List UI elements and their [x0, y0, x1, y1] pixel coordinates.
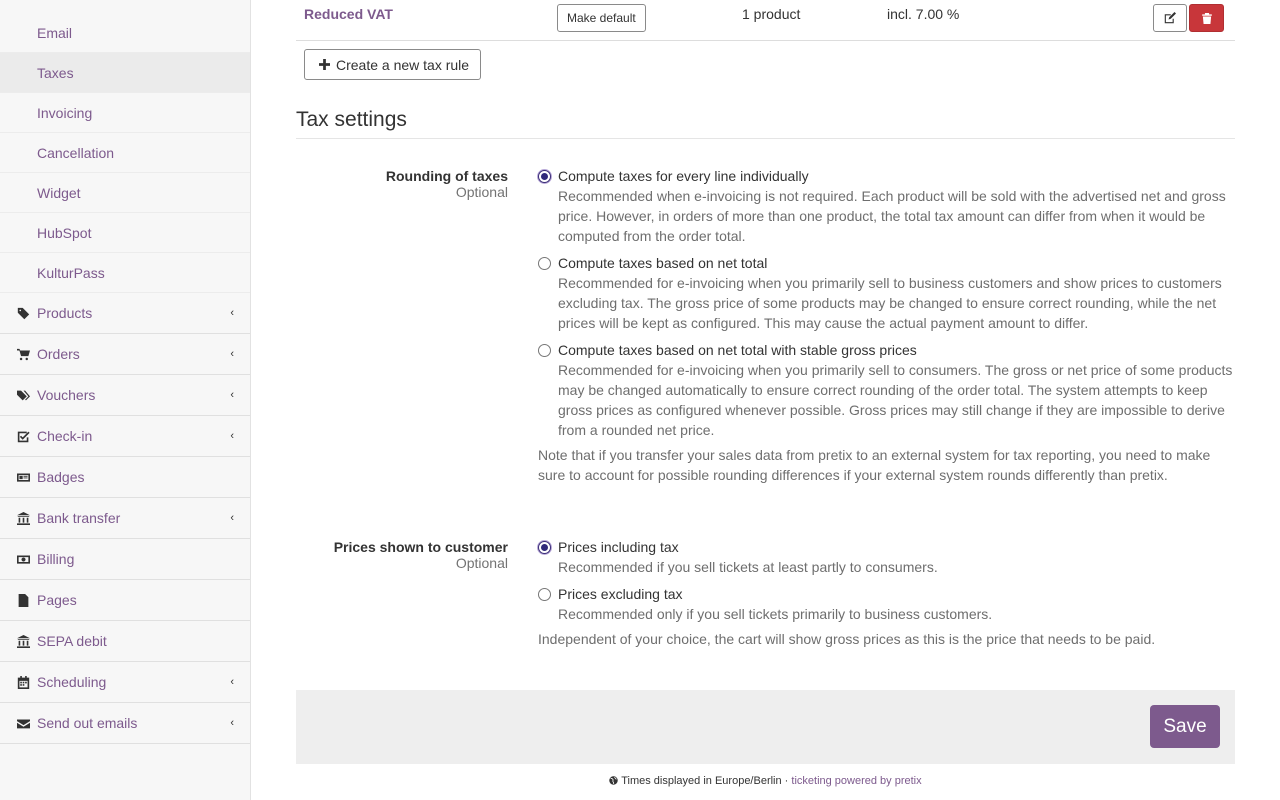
bank-icon	[16, 634, 31, 649]
save-button[interactable]: Save	[1150, 705, 1220, 748]
create-tax-rule-button[interactable]	[304, 49, 481, 80]
id-card-icon	[16, 470, 31, 485]
timezone-text: Times displayed in Europe/Berlin ·	[621, 775, 792, 787]
option-description: Recommended if you sell tickets at least partly to consumers.	[558, 559, 938, 575]
rounding-option-stable-gross[interactable]	[538, 340, 1234, 440]
chevron-left-icon: ‹	[230, 676, 234, 688]
tags-icon	[16, 388, 31, 403]
sidebar-item-label: Vouchers	[37, 387, 96, 403]
edit-icon	[1164, 12, 1176, 24]
sidebar-item-label: Badges	[37, 469, 85, 485]
form-actions-bar	[296, 690, 1235, 764]
option-description: Recommended only if you sell tickets primarily to business customers.	[558, 606, 993, 622]
sidebar-item-scheduling[interactable]	[0, 662, 250, 703]
prices-option-including-tax[interactable]	[538, 537, 1238, 577]
sidebar-item-label: SEPA debit	[37, 633, 107, 649]
option-title: Compute taxes for every line individually	[558, 168, 809, 184]
chevron-left-icon: ‹	[230, 512, 234, 524]
rounding-field-label	[296, 168, 508, 200]
main-content	[296, 0, 1235, 787]
sidebar-item-label: Orders	[37, 346, 80, 362]
sidebar-item-billing[interactable]	[0, 539, 250, 580]
chevron-left-icon: ‹	[230, 717, 234, 729]
chevron-left-icon: ‹	[230, 430, 234, 442]
check-square-icon	[16, 429, 31, 444]
sidebar-item-taxes[interactable]: Taxes	[0, 53, 250, 93]
sidebar-item-vouchers[interactable]	[0, 375, 250, 416]
table-row	[296, 0, 1235, 41]
prices-option-excluding-tax[interactable]	[538, 584, 1238, 624]
sidebar-item-label: Products	[37, 305, 93, 321]
sidebar-item-hubspot[interactable]: HubSpot	[0, 213, 250, 253]
prices-radio-group	[538, 537, 1238, 649]
rounding-help-note: Note that if you transfer your sales data from pretix to an external system for tax reporting, you need to make sure to account for possible rounding differences if your external system rounds differently than pretix.	[538, 447, 1211, 483]
globe-icon	[609, 776, 618, 785]
plus-icon	[319, 59, 330, 70]
sidebar-item-products[interactable]	[0, 293, 250, 334]
option-title: Compute taxes based on net total with stable gross prices	[558, 342, 917, 358]
sidebar-item-label: Scheduling	[37, 674, 107, 690]
trash-icon	[1202, 13, 1212, 24]
create-tax-rule-label: Create a new tax rule	[336, 56, 470, 73]
prices-label: Prices shown to customer	[333, 539, 508, 555]
sidebar-item-sepa-debit[interactable]	[0, 621, 250, 662]
calendar-icon	[16, 675, 31, 690]
tax-rule-product-count: 1 product	[742, 6, 801, 22]
sidebar-item-email[interactable]: Email	[0, 13, 250, 53]
make-default-button[interactable]: Make default	[557, 4, 646, 32]
sidebar-item-label: Bank transfer	[37, 510, 121, 526]
edit-button[interactable]	[1153, 4, 1187, 32]
tag-icon	[16, 306, 31, 321]
sidebar-item-label: Check-in	[37, 428, 93, 444]
option-title: Prices excluding tax	[558, 586, 683, 602]
sidebar	[0, 0, 251, 800]
sidebar-item-cancellation[interactable]: Cancellation	[0, 133, 250, 173]
chevron-left-icon: ‹	[230, 389, 234, 401]
sidebar-item-label: Billing	[37, 551, 75, 567]
bank-icon	[16, 511, 31, 526]
rounding-option-net-total[interactable]	[538, 253, 1234, 333]
rounding-radio-group	[538, 166, 1238, 485]
sidebar-item-bank-transfer[interactable]	[0, 498, 250, 539]
prices-help-note: Independent of your choice, the cart will show gross prices as this is the price that needs to be paid.	[538, 631, 1156, 647]
prices-field-label	[296, 539, 508, 571]
radio-button[interactable]	[538, 588, 551, 601]
radio-button[interactable]	[538, 170, 551, 183]
money-icon	[16, 552, 31, 567]
option-description: Recommended for e-invoicing when you primarily sell to business customers and show prices to customers excluding tax. The gross price of some products may be changed to ensure correct rounding, while the net prices will be kept as configured. This may cause the actual payment amount to differ.	[558, 275, 1222, 331]
rounding-label: Rounding of taxes	[385, 168, 508, 184]
sidebar-item-check-in[interactable]	[0, 416, 250, 457]
radio-button[interactable]	[538, 257, 551, 270]
optional-label: Optional	[455, 184, 508, 200]
section-title: Tax settings	[296, 108, 1235, 139]
sidebar-item-badges[interactable]	[0, 457, 250, 498]
pretix-link[interactable]: ticketing powered by pretix	[791, 775, 922, 787]
sidebar-item-label: Send out emails	[37, 715, 138, 731]
option-description: Recommended when e-invoicing is not required. Each product will be sold with the advertised net and gross price. However, in orders of more than one product, the total tax amount can differ from when it would be computed from the order total.	[558, 188, 1226, 244]
sidebar-item-label: Pages	[37, 592, 77, 608]
tax-rule-rate: incl. 7.00 %	[887, 6, 960, 22]
option-title: Compute taxes based on net total	[558, 255, 768, 271]
rounding-option-line[interactable]	[538, 166, 1234, 246]
chevron-left-icon: ‹	[230, 307, 234, 319]
radio-button[interactable]	[538, 344, 551, 357]
tax-rule-name-link[interactable]: Reduced VAT	[304, 6, 393, 22]
envelope-icon	[16, 716, 31, 731]
cart-icon	[16, 347, 31, 362]
option-description: Recommended for e-invoicing when you primarily sell to consumers. The gross or net price of some products may be changed automatically to ensure correct rounding of the order total. The system attempts to keep gross prices as configured whenever possible. Gross prices may still change if they are impossible to derive from a rounded net price.	[558, 362, 1233, 438]
radio-button[interactable]	[538, 541, 551, 554]
sidebar-item-widget[interactable]: Widget	[0, 173, 250, 213]
file-icon	[16, 593, 31, 608]
option-title: Prices including tax	[558, 539, 679, 555]
delete-button[interactable]	[1189, 4, 1224, 32]
sidebar-item-send-out-emails[interactable]	[0, 703, 250, 744]
sidebar-item-invoicing[interactable]: Invoicing	[0, 93, 250, 133]
sidebar-item-kulturpass[interactable]: KulturPass	[0, 253, 250, 293]
chevron-left-icon: ‹	[230, 348, 234, 360]
page-footer	[296, 775, 1235, 787]
optional-label: Optional	[455, 555, 508, 571]
sidebar-item-orders[interactable]	[0, 334, 250, 375]
sidebar-item-pages[interactable]	[0, 580, 250, 621]
